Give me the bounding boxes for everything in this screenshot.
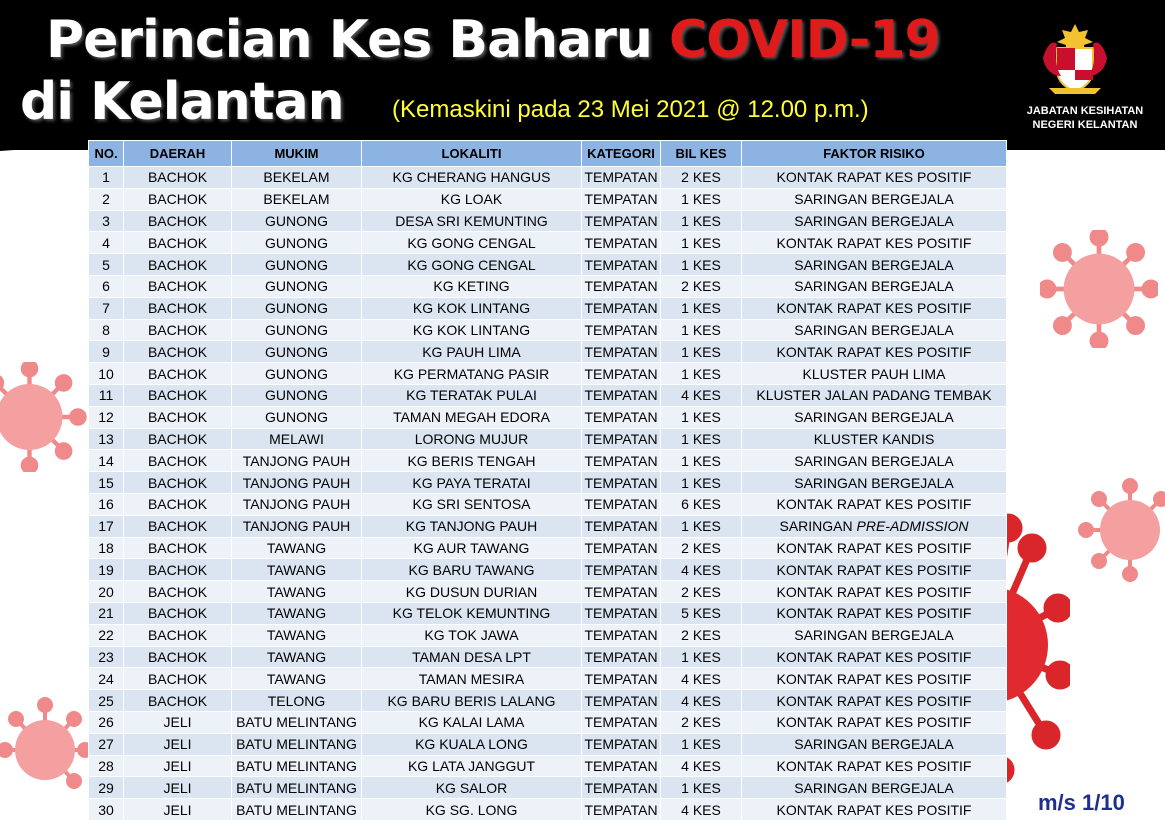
- table-row: [89, 777, 1007, 799]
- category-cell: TEMPATAN: [582, 450, 661, 472]
- locality-cell: TAMAN DESA LPT: [362, 646, 582, 668]
- risk-factor-cell: KONTAK RAPAT KES POSITIF: [742, 646, 1007, 668]
- category-cell: TEMPATAN: [582, 755, 661, 777]
- case-count-cell: 1 KES: [661, 472, 742, 494]
- case-count-cell: 1 KES: [661, 450, 742, 472]
- mukim-cell: TANJONG PAUH: [232, 493, 362, 515]
- district-cell: BACHOK: [124, 602, 232, 624]
- mukim-cell: GUNONG: [232, 384, 362, 406]
- table-row: [89, 668, 1007, 690]
- locality-cell: KG LOAK: [362, 188, 582, 210]
- district-cell: BACHOK: [124, 559, 232, 581]
- locality-cell: DESA SRI KEMUNTING: [362, 210, 582, 232]
- row-number-cell: 3: [89, 210, 124, 232]
- category-cell: TEMPATAN: [582, 493, 661, 515]
- district-cell: BACHOK: [124, 167, 232, 189]
- mukim-cell: BATU MELINTANG: [232, 777, 362, 799]
- mukim-cell: TAWANG: [232, 624, 362, 646]
- category-cell: TEMPATAN: [582, 602, 661, 624]
- page-number: m/s 1/10: [1038, 790, 1125, 815]
- risk-factor-cell: SARINGAN BERGEJALA: [742, 624, 1007, 646]
- row-number-cell: 29: [89, 777, 124, 799]
- locality-cell: KG GONG CENGAL: [362, 254, 582, 276]
- table-row: [89, 711, 1007, 733]
- column-header: DAERAH: [124, 141, 232, 167]
- mukim-cell: TAWANG: [232, 668, 362, 690]
- row-number-cell: 8: [89, 319, 124, 341]
- category-cell: TEMPATAN: [582, 428, 661, 450]
- table-row: [89, 254, 1007, 276]
- district-cell: BACHOK: [124, 275, 232, 297]
- row-number-cell: 2: [89, 188, 124, 210]
- department-name: JABATAN KESIHATAN NEGERI KELANTAN: [1026, 105, 1144, 131]
- risk-factor-cell: KONTAK RAPAT KES POSITIF: [742, 711, 1007, 733]
- district-cell: BACHOK: [124, 363, 232, 385]
- mukim-cell: TAWANG: [232, 559, 362, 581]
- column-header: NO.: [89, 141, 124, 167]
- risk-factor-cell: KLUSTER PAUH LIMA: [742, 363, 1007, 385]
- district-cell: BACHOK: [124, 210, 232, 232]
- case-count-cell: 4 KES: [661, 755, 742, 777]
- table-row: [89, 319, 1007, 341]
- row-number-cell: 20: [89, 581, 124, 603]
- mukim-cell: BATU MELINTANG: [232, 711, 362, 733]
- table-row: [89, 581, 1007, 603]
- risk-factor-cell: SARINGAN BERGEJALA: [742, 210, 1007, 232]
- risk-factor-cell: SARINGAN BERGEJALA: [742, 254, 1007, 276]
- locality-cell: KG SALOR: [362, 777, 582, 799]
- case-count-cell: 4 KES: [661, 799, 742, 821]
- table-row: [89, 232, 1007, 254]
- table-row: [89, 275, 1007, 297]
- row-number-cell: 23: [89, 646, 124, 668]
- table-body: [89, 167, 1007, 821]
- locality-cell: KG KUALA LONG: [362, 733, 582, 755]
- locality-cell: KG GONG CENGAL: [362, 232, 582, 254]
- row-number-cell: 9: [89, 341, 124, 363]
- title-covid-highlight: COVID-19: [669, 10, 940, 70]
- mukim-cell: MELAWI: [232, 428, 362, 450]
- row-number-cell: 18: [89, 537, 124, 559]
- district-cell: BACHOK: [124, 581, 232, 603]
- category-cell: TEMPATAN: [582, 646, 661, 668]
- risk-factor-cell: KONTAK RAPAT KES POSITIF: [742, 167, 1007, 189]
- mukim-cell: TELONG: [232, 690, 362, 712]
- table-row: [89, 733, 1007, 755]
- row-number-cell: 15: [89, 472, 124, 494]
- mukim-cell: BATU MELINTANG: [232, 755, 362, 777]
- table-row: [89, 559, 1007, 581]
- case-count-cell: 1 KES: [661, 646, 742, 668]
- row-number-cell: 6: [89, 275, 124, 297]
- row-number-cell: 17: [89, 515, 124, 537]
- risk-factor-cell: SARINGAN BERGEJALA: [742, 472, 1007, 494]
- table-row: [89, 363, 1007, 385]
- district-cell: BACHOK: [124, 646, 232, 668]
- district-cell: JELI: [124, 733, 232, 755]
- case-count-cell: 6 KES: [661, 493, 742, 515]
- column-header: KATEGORI: [582, 141, 661, 167]
- case-count-cell: 5 KES: [661, 602, 742, 624]
- locality-cell: KG PAUH LIMA: [362, 341, 582, 363]
- table-row: [89, 602, 1007, 624]
- district-cell: BACHOK: [124, 450, 232, 472]
- case-count-cell: 1 KES: [661, 515, 742, 537]
- locality-cell: KG BERIS TENGAH: [362, 450, 582, 472]
- category-cell: TEMPATAN: [582, 210, 661, 232]
- update-timestamp: (Kemaskini pada 23 Mei 2021 @ 12.00 p.m.): [392, 96, 869, 123]
- table-row: [89, 450, 1007, 472]
- row-number-cell: 4: [89, 232, 124, 254]
- risk-factor-cell: SARINGAN BERGEJALA: [742, 406, 1007, 428]
- case-count-cell: 4 KES: [661, 668, 742, 690]
- mukim-cell: BATU MELINTANG: [232, 733, 362, 755]
- category-cell: TEMPATAN: [582, 384, 661, 406]
- row-number-cell: 21: [89, 602, 124, 624]
- mukim-cell: GUNONG: [232, 363, 362, 385]
- district-cell: BACHOK: [124, 406, 232, 428]
- table-row: [89, 515, 1007, 537]
- locality-cell: KG KOK LINTANG: [362, 319, 582, 341]
- case-count-cell: 2 KES: [661, 581, 742, 603]
- risk-factor-cell: KLUSTER JALAN PADANG TEMBAK: [742, 384, 1007, 406]
- category-cell: TEMPATAN: [582, 254, 661, 276]
- table-row: [89, 755, 1007, 777]
- table-row: [89, 384, 1007, 406]
- locality-cell: KG KETING: [362, 275, 582, 297]
- page-title: Perincian Kes Baharu COVID-19: [46, 10, 940, 70]
- table-row: [89, 493, 1007, 515]
- locality-cell: KG DUSUN DURIAN: [362, 581, 582, 603]
- category-cell: TEMPATAN: [582, 624, 661, 646]
- risk-factor-cell: KONTAK RAPAT KES POSITIF: [742, 232, 1007, 254]
- mukim-cell: TAWANG: [232, 602, 362, 624]
- mukim-cell: BEKELAM: [232, 167, 362, 189]
- table-row: [89, 406, 1007, 428]
- locality-cell: LORONG MUJUR: [362, 428, 582, 450]
- table-row: [89, 210, 1007, 232]
- case-count-cell: 1 KES: [661, 428, 742, 450]
- risk-factor-cell: KONTAK RAPAT KES POSITIF: [742, 668, 1007, 690]
- mukim-cell: GUNONG: [232, 406, 362, 428]
- locality-cell: KG PERMATANG PASIR: [362, 363, 582, 385]
- column-header: BIL KES: [661, 141, 742, 167]
- table-row: [89, 537, 1007, 559]
- district-cell: BACHOK: [124, 515, 232, 537]
- district-cell: BACHOK: [124, 254, 232, 276]
- row-number-cell: 13: [89, 428, 124, 450]
- locality-cell: KG TOK JAWA: [362, 624, 582, 646]
- case-count-cell: 1 KES: [661, 777, 742, 799]
- district-cell: BACHOK: [124, 690, 232, 712]
- case-count-cell: 1 KES: [661, 297, 742, 319]
- category-cell: TEMPATAN: [582, 777, 661, 799]
- locality-cell: TAMAN MESIRA: [362, 668, 582, 690]
- category-cell: TEMPATAN: [582, 167, 661, 189]
- row-number-cell: 30: [89, 799, 124, 821]
- district-cell: BACHOK: [124, 341, 232, 363]
- district-cell: JELI: [124, 711, 232, 733]
- mukim-cell: TANJONG PAUH: [232, 472, 362, 494]
- risk-factor-cell: KONTAK RAPAT KES POSITIF: [742, 581, 1007, 603]
- risk-factor-cell: KONTAK RAPAT KES POSITIF: [742, 755, 1007, 777]
- column-header: MUKIM: [232, 141, 362, 167]
- row-number-cell: 26: [89, 711, 124, 733]
- district-cell: BACHOK: [124, 668, 232, 690]
- district-cell: BACHOK: [124, 624, 232, 646]
- mukim-cell: BATU MELINTANG: [232, 799, 362, 821]
- row-number-cell: 19: [89, 559, 124, 581]
- table-row: [89, 428, 1007, 450]
- locality-cell: KG SG. LONG: [362, 799, 582, 821]
- case-count-cell: 2 KES: [661, 711, 742, 733]
- category-cell: TEMPATAN: [582, 668, 661, 690]
- risk-factor-cell: KONTAK RAPAT KES POSITIF: [742, 493, 1007, 515]
- district-cell: BACHOK: [124, 472, 232, 494]
- table-row: [89, 297, 1007, 319]
- case-count-cell: 1 KES: [661, 341, 742, 363]
- row-number-cell: 14: [89, 450, 124, 472]
- locality-cell: KG TELOK KEMUNTING: [362, 602, 582, 624]
- case-table: [88, 140, 1007, 821]
- locality-cell: KG BARU TAWANG: [362, 559, 582, 581]
- case-count-cell: 4 KES: [661, 690, 742, 712]
- case-count-cell: 2 KES: [661, 537, 742, 559]
- locality-cell: KG TERATAK PULAI: [362, 384, 582, 406]
- category-cell: TEMPATAN: [582, 341, 661, 363]
- row-number-cell: 7: [89, 297, 124, 319]
- case-count-cell: 1 KES: [661, 363, 742, 385]
- table-row: [89, 472, 1007, 494]
- mukim-cell: GUNONG: [232, 297, 362, 319]
- locality-cell: KG KALAI LAMA: [362, 711, 582, 733]
- table-row: [89, 167, 1007, 189]
- table-row: [89, 799, 1007, 821]
- mukim-cell: TAWANG: [232, 581, 362, 603]
- district-cell: BACHOK: [124, 493, 232, 515]
- row-number-cell: 22: [89, 624, 124, 646]
- locality-cell: KG TANJONG PAUH: [362, 515, 582, 537]
- district-cell: BACHOK: [124, 319, 232, 341]
- category-cell: TEMPATAN: [582, 472, 661, 494]
- case-count-cell: 1 KES: [661, 319, 742, 341]
- coronavirus-icon: [0, 690, 90, 800]
- row-number-cell: 5: [89, 254, 124, 276]
- risk-factor-cell: SARINGAN BERGEJALA: [742, 450, 1007, 472]
- coronavirus-icon: [0, 362, 90, 472]
- case-count-cell: 2 KES: [661, 624, 742, 646]
- locality-cell: KG PAYA TERATAI: [362, 472, 582, 494]
- row-number-cell: 1: [89, 167, 124, 189]
- risk-factor-cell: SARINGAN BERGEJALA: [742, 275, 1007, 297]
- case-count-cell: 1 KES: [661, 188, 742, 210]
- risk-factor-cell: KLUSTER KANDIS: [742, 428, 1007, 450]
- mukim-cell: TAWANG: [232, 646, 362, 668]
- case-count-cell: 4 KES: [661, 559, 742, 581]
- category-cell: TEMPATAN: [582, 559, 661, 581]
- district-cell: JELI: [124, 777, 232, 799]
- category-cell: TEMPATAN: [582, 297, 661, 319]
- mukim-cell: BEKELAM: [232, 188, 362, 210]
- column-header: FAKTOR RISIKO: [742, 141, 1007, 167]
- district-cell: BACHOK: [124, 384, 232, 406]
- table-row: [89, 341, 1007, 363]
- mukim-cell: GUNONG: [232, 210, 362, 232]
- district-cell: BACHOK: [124, 188, 232, 210]
- risk-factor-cell: KONTAK RAPAT KES POSITIF: [742, 799, 1007, 821]
- locality-cell: KG AUR TAWANG: [362, 537, 582, 559]
- locality-cell: TAMAN MEGAH EDORA: [362, 406, 582, 428]
- risk-factor-cell: KONTAK RAPAT KES POSITIF: [742, 341, 1007, 363]
- table-row: [89, 690, 1007, 712]
- mukim-cell: GUNONG: [232, 319, 362, 341]
- table-row: [89, 624, 1007, 646]
- category-cell: TEMPATAN: [582, 690, 661, 712]
- locality-cell: KG SRI SENTOSA: [362, 493, 582, 515]
- risk-factor-cell: SARINGAN BERGEJALA: [742, 733, 1007, 755]
- case-count-cell: 1 KES: [661, 210, 742, 232]
- category-cell: TEMPATAN: [582, 581, 661, 603]
- risk-factor-cell: SARINGAN BERGEJALA: [742, 319, 1007, 341]
- state-crest-icon: [1035, 18, 1115, 98]
- coronavirus-icon: [1040, 230, 1158, 348]
- case-count-cell: 1 KES: [661, 232, 742, 254]
- row-number-cell: 25: [89, 690, 124, 712]
- row-number-cell: 28: [89, 755, 124, 777]
- risk-factor-cell: KONTAK RAPAT KES POSITIF: [742, 537, 1007, 559]
- case-count-cell: 2 KES: [661, 167, 742, 189]
- mukim-cell: TAWANG: [232, 537, 362, 559]
- mukim-cell: GUNONG: [232, 275, 362, 297]
- risk-factor-cell: SARINGAN PRE-ADMISSION: [742, 515, 1007, 537]
- risk-factor-cell: SARINGAN BERGEJALA: [742, 777, 1007, 799]
- row-number-cell: 24: [89, 668, 124, 690]
- mukim-cell: GUNONG: [232, 254, 362, 276]
- coronavirus-icon: [1070, 470, 1165, 590]
- risk-factor-cell: KONTAK RAPAT KES POSITIF: [742, 559, 1007, 581]
- table-header-row: [89, 141, 1007, 167]
- case-count-cell: 1 KES: [661, 733, 742, 755]
- locality-cell: KG LATA JANGGUT: [362, 755, 582, 777]
- table-row: [89, 646, 1007, 668]
- category-cell: TEMPATAN: [582, 537, 661, 559]
- locality-cell: KG BARU BERIS LALANG: [362, 690, 582, 712]
- row-number-cell: 16: [89, 493, 124, 515]
- category-cell: TEMPATAN: [582, 515, 661, 537]
- row-number-cell: 11: [89, 384, 124, 406]
- case-count-cell: 1 KES: [661, 254, 742, 276]
- category-cell: TEMPATAN: [582, 799, 661, 821]
- category-cell: TEMPATAN: [582, 232, 661, 254]
- category-cell: TEMPATAN: [582, 363, 661, 385]
- category-cell: TEMPATAN: [582, 188, 661, 210]
- mukim-cell: GUNONG: [232, 232, 362, 254]
- mukim-cell: TANJONG PAUH: [232, 450, 362, 472]
- category-cell: TEMPATAN: [582, 406, 661, 428]
- locality-cell: KG KOK LINTANG: [362, 297, 582, 319]
- row-number-cell: 12: [89, 406, 124, 428]
- row-number-cell: 27: [89, 733, 124, 755]
- district-cell: JELI: [124, 799, 232, 821]
- category-cell: TEMPATAN: [582, 319, 661, 341]
- mukim-cell: TANJONG PAUH: [232, 515, 362, 537]
- risk-factor-cell: KONTAK RAPAT KES POSITIF: [742, 602, 1007, 624]
- case-count-cell: 1 KES: [661, 406, 742, 428]
- risk-factor-cell: KONTAK RAPAT KES POSITIF: [742, 297, 1007, 319]
- page-title-line2: di Kelantan: [20, 72, 344, 132]
- case-count-cell: 2 KES: [661, 275, 742, 297]
- category-cell: TEMPATAN: [582, 711, 661, 733]
- district-cell: JELI: [124, 755, 232, 777]
- column-header: LOKALITI: [362, 141, 582, 167]
- category-cell: TEMPATAN: [582, 733, 661, 755]
- case-count-cell: 4 KES: [661, 384, 742, 406]
- district-cell: BACHOK: [124, 297, 232, 319]
- row-number-cell: 10: [89, 363, 124, 385]
- risk-factor-cell: KONTAK RAPAT KES POSITIF: [742, 690, 1007, 712]
- locality-cell: KG CHERANG HANGUS: [362, 167, 582, 189]
- risk-factor-cell: SARINGAN BERGEJALA: [742, 188, 1007, 210]
- district-cell: BACHOK: [124, 232, 232, 254]
- district-cell: BACHOK: [124, 537, 232, 559]
- mukim-cell: GUNONG: [232, 341, 362, 363]
- table-row: [89, 188, 1007, 210]
- district-cell: BACHOK: [124, 428, 232, 450]
- category-cell: TEMPATAN: [582, 275, 661, 297]
